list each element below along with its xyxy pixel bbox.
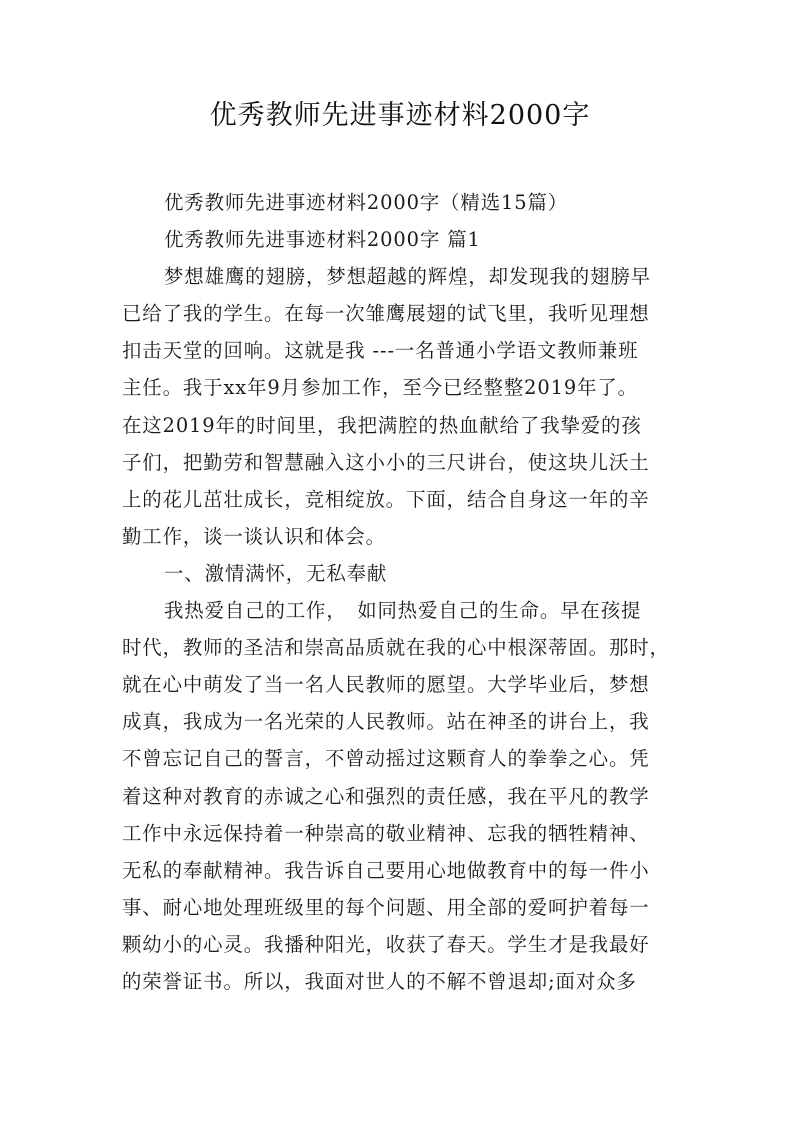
paragraph-line: 主任。我于xx年9月参加工作，至今已经整整2019年了。 xyxy=(122,376,638,400)
paragraph-line: 无私的奉献精神。我告诉自己要用心地做教育中的每一件小 xyxy=(122,858,650,882)
paragraph-line: 在这2019年的时间里，我把满腔的热血献给了我挚爱的孩 xyxy=(122,413,642,437)
paragraph-line: 时代，教师的圣洁和崇高品质就在我的心中根深蒂固。那时， xyxy=(122,636,670,660)
paragraph-line: 就在心中萌发了当一名人民教师的愿望。大学毕业后，梦想 xyxy=(122,673,650,697)
paragraph-line: 成真，我成为一名光荣的人民教师。站在神圣的讲台上，我 xyxy=(122,710,650,734)
paragraph-line: 扣击天堂的回响。这就是我 ---一名普通小学语文教师兼班 xyxy=(122,339,639,363)
paragraph-line: 我热爱自己的工作， 如同热爱自己的生命。早在孩提 xyxy=(164,599,642,623)
document-title: 优秀教师先进事迹材料2000字 xyxy=(209,100,591,131)
paragraph-line: 不曾忘记自己的誓言，不曾动摇过这颗育人的拳拳之心。凭 xyxy=(122,747,650,771)
paragraph-line: 上的花儿茁壮成长，竞相绽放。下面，结合自身这一年的辛 xyxy=(122,487,650,511)
paragraph-line: 工作中永远保持着一种崇高的敬业精神、忘我的牺牲精神、 xyxy=(122,821,650,845)
paragraph-line: 事、耐心地处理班级里的每个问题、用全部的爱呵护着每一 xyxy=(122,895,650,919)
paragraph-line: 着这种对教育的赤诚之心和强烈的责任感，我在平凡的教学 xyxy=(122,784,650,808)
paragraph-line: 颗幼小的心灵。我播种阳光，收获了春天。学生才是我最好 xyxy=(122,932,650,956)
paragraph-line: 子们，把勤劳和智慧融入这小小的三尺讲台，使这块儿沃土 xyxy=(122,450,650,474)
paragraph-line: 的荣誉证书。所以，我面对世人的不解不曾退却;面对众多 xyxy=(122,969,637,993)
paragraph-line: 已给了我的学生。在每一次雏鹰展翅的试飞里，我听见理想 xyxy=(122,302,650,326)
section-heading: 优秀教师先进事迹材料2000字 篇1 xyxy=(164,228,481,252)
subtitle-line: 优秀教师先进事迹材料2000字（精选15篇） xyxy=(164,191,569,214)
document-body xyxy=(122,184,694,1000)
section-heading: 一、激情满怀，无私奉献 xyxy=(164,561,388,585)
paragraph-line: 梦想雄鹰的翅膀，梦想超越的辉煌，却发现我的翅膀早 xyxy=(164,265,651,289)
paragraph-line: 勤工作，谈一谈认识和体会。 xyxy=(122,524,386,548)
